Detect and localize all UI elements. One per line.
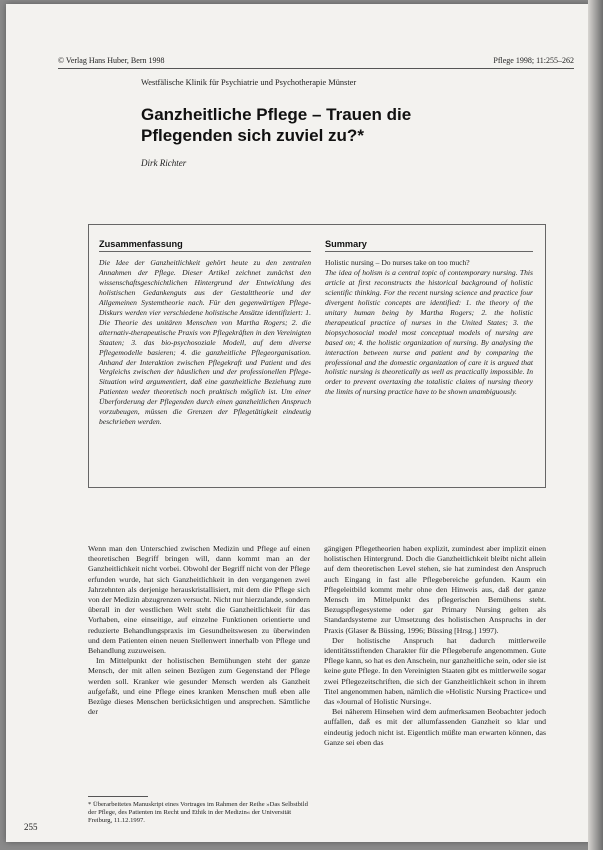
abstract-german-heading: Zusammenfassung xyxy=(99,239,311,252)
footnote-divider xyxy=(88,796,148,797)
institution: Westfälische Klinik für Psychiatrie und Psychotherapie Münster xyxy=(141,78,357,87)
journal-page xyxy=(6,4,592,842)
scan-edge-shadow xyxy=(588,0,603,850)
article-title: Ganzheitliche Pflege – Trauen die Pflegenden sich zuviel zu?* xyxy=(141,105,412,145)
abstract-english-subtitle: Holistic nursing – Do nurses take on too much? xyxy=(325,258,470,267)
publisher-line: © Verlag Hans Huber, Bern 1998 xyxy=(58,56,165,65)
body-column-right xyxy=(324,544,546,748)
body-column-left xyxy=(88,544,310,717)
body-paragraph: Wenn man den Unterschied zwischen Medizin und Pflege auf einen theoretischen Begriff bringen will, dann kommt man an der Ganzheitlichkeit nicht vorbei. Obwohl der Begriff nicht von der Pflege erfunden wurde, hat sich Ganzheitlichkeit in den vergangenen zwei Jahrzehnten als derjenige herauskristallisiert, mit dem die Pflege sich von der Medizin abzugrenzen versucht. Nicht nur hierzulande, sondern überall in der westlichen Welt steht die Ganzheitlichkeit für das Vorhaben, eine einseitige, auf einzelne Funktionen orientierte und reduzierte Behandlungspraxis im Gesundheitswesen zu überwinden und dem Patienten einen neuen Stellenwert innerhalb von Pflege und Behandlung zuzuweisen. xyxy=(88,544,310,656)
author: Dirk Richter xyxy=(141,158,187,168)
page-number: 255 xyxy=(24,822,38,832)
abstract-german-text: Die Idee der Ganzheitlichkeit gehört heute zu den zentralen Annahmen der Pflege. Dieser Artikel zeichnet zunächst den wissenschaftsgeschichtlichen Hintergrund der Entwicklung des holistischen Gedankenguts aus der Gestalttheorie und der Allgemeinen Systemtheorie nach. Für den gegenwärtigen Pflege-Diskurs werden vier verschiedene holistische Ansätze identifiziert: 1. Die Theorie des unitären Menschen von Martha Rogers; 2. die alternativ-therapeutische Praxis von Pflegekräften in den Vereinigten Staaten; 3. das bio-psychosoziale Modell, auf dem diverse Pflegemodelle basieren; 4. die ganzheitliche Pflegeorganisation. Anhand der Interaktion zwischen Pflegekraft und Patient und des Vergleichs zwischen der häuslichen und der professionellen Pflege-Situation wird argumentiert, daß eine ganzheitliche Beziehung zum Patienten weder theoretisch noch praktisch möglich ist. Um einer Überforderung der Pflegenden durch einen ganzheitlichen Anspruch vorzubeugen, müssen die Grenzen der Pflegetätigkeit eindeutig beschrieben werden. xyxy=(99,258,311,427)
abstract-box xyxy=(88,224,546,488)
abstract-english xyxy=(325,239,533,397)
body-paragraph: Bei näherem Hinsehen wird dem aufmerksamen Beobachter jedoch auffallen, daß es mit der allumfassenden Ganzheit so klar und eindeutig jedoch nicht ist. Eigentlich müßte man erwarten können, das Ganze sei eben das xyxy=(324,707,546,747)
body-paragraph: Im Mittelpunkt der holistischen Bemühungen steht der ganze Mensch, der mit allen seinen Bezügen zum Gegenstand der Pflege werden soll. Kranker wie gesunder Mensch werden als Ganzheit aufgefaßt, und eine Pflege eines kranken Menschen muß eben alle Bezüge dieses Menschen berücksichtigen und ansprechen. Sämtliche der xyxy=(88,656,310,717)
abstract-english-heading: Summary xyxy=(325,239,533,252)
abstract-german xyxy=(99,239,311,427)
footnote: * Überarbeitetes Manuskript eines Vortrages im Rahmen der Reihe »Das Selbstbild der Pflege, des Patienten im Recht und Ethik in der Medizin« der Universität Freiburg, 11.12.1997. xyxy=(88,801,308,825)
body-paragraph: Der holistische Anspruch hat dadurch mittlerweile identitätsstiftenden Charakter für die Pflegeberufe angenommen. Gute Pflege kann, so hat es den Anschein, nur ganzheitliche sein, oder sie ist keine gute Pflege. In den Vereinigten Staaten gibt es mittlerweile sogar zwei Pflegezeitschriften, die sich der Ganzheitlichkeit schon in ihrem Titel angenommen haben, nämlich die »Holistic Nursing Practice« und das »Journal of Holistic Nursing«. xyxy=(324,635,546,707)
header-divider xyxy=(58,68,574,69)
citation-line: Pflege 1998; 11:255–262 xyxy=(493,56,574,65)
abstract-english-text: The idea of holism is a central topic of contemporary nursing. This article at first reconstructs the historical background of holistic scientific thinking. For the recent nursing science and practice four divergent holistic concepts are identified: 1. the theory of the unitary human being by Martha Rogers; 2. the holistic therapeutical practice of nurses in the United States; 3. the biopsychosocial model most conceptual models of nursing are based on; 4. the holistic organization of nursing. By analysing the interaction between nurse and patient and by comparing the professional and the domestic organization of care it is argued that holistic nursing is theoretically as well as practically impossible. In order to prevent overtaxing the totalistic claims of nursing theory the limits of nursing practice have to be shown unambiguously. xyxy=(325,267,533,397)
body-paragraph: gängigen Pflegetheorien haben explizit, zumindest aber implizit einen holistischen Hintergrund. Doch die Ganzheitlichkeit bleibt nicht allein auf dem theoretischen Level stehen, sie hat zumindest den Anspruch auch Eingang in fast alle Pflegebereiche gefunden. Kaum ein Pflegeleitbild kommt mehr ohne den Hinweis aus, daß der ganze Mensch im Mittelpunkt des pflegerischen Bemühens steht. Bezugspflegesysteme oder gar Primary Nursing gelten als Standardsysteme zur Umsetzung des holistischen Anspruchs in der Praxis (Glaser & Büssing, 1996; Büssing [Hrsg.] 1997). xyxy=(324,544,546,635)
